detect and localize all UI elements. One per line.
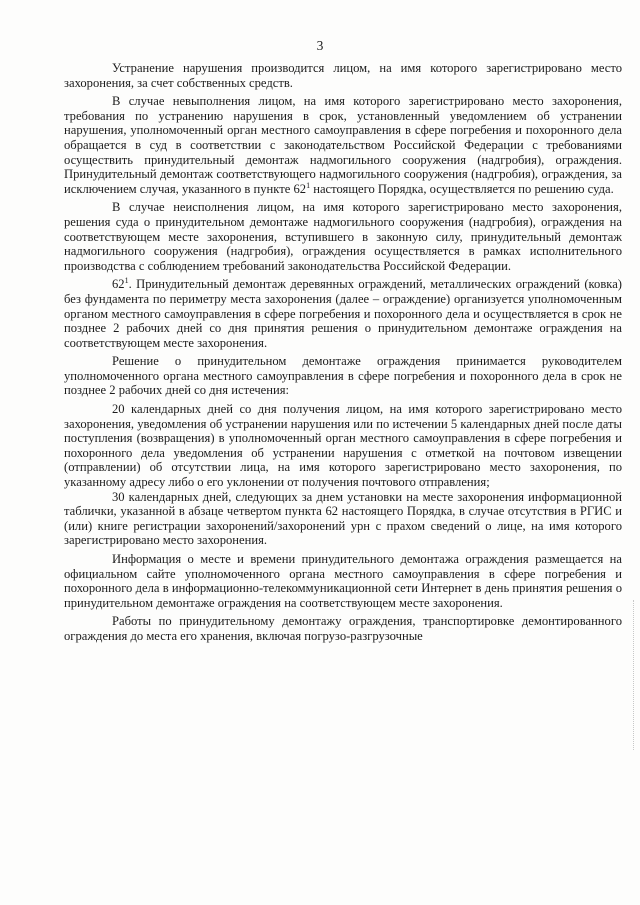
clause-number: 62	[112, 277, 125, 292]
paragraph-court-claim-tail: настоящего Порядка, осуществляется по решению суда.	[310, 181, 614, 196]
scan-edge-artifact	[632, 600, 634, 750]
page-number: 3	[316, 38, 324, 53]
document-body	[64, 61, 622, 644]
paragraph-20-days: 20 календарных дней со дня получения лицом, на имя которого зарегистрировано место захоронения, уведомления об устранении нарушения или по истечении 5 календарных дней после даты поступления (возвращения) в уполномоченный орган местного самоуправления в сфере погребения и похоронного дела уведомления об устранении нарушения с отметкой на почтовом извещении (отправлении) об отсутствии лица, на имя которого зарегистрировано место захоронения, по указанному адресу либо о его уклонении от получения почтового отправления;	[64, 402, 622, 490]
paragraph-forced-dismantling-text: . Принудительный демонтаж деревянных ограждений, металлических ограждений (ковка) без фундамента по периметру места захоронения (далее – ограждение) организуется уполномоченным органом местного самоуправления в сфере погребения и похоронного дела и осуществляется в срок не позднее 2 рабочих дней со дня принятия решения о принудительном демонтаже ограждения на соответствующем месте захоронения.	[64, 277, 622, 350]
paragraph-remedy-cost: Устранение нарушения производится лицом, на имя которого зарегистрировано место захоронения, за счет собственных средств.	[64, 61, 622, 90]
paragraph-forced-dismantling	[64, 277, 622, 350]
footnote-superscript: 1	[306, 180, 311, 190]
paragraph-court-claim	[64, 94, 622, 196]
paragraph-information-publication: Информация о месте и времени принудительного демонтажа ограждения размещается на официальном сайте уполномоченного органа местного самоуправления в сфере погребения и похоронного дела в информационно-телекоммуникационной сети Интернет в день принятия решения о принудительном демонтаже ограждения на соответствующем месте захоронения.	[64, 552, 622, 610]
paragraph-enforcement-proceedings: В случае неисполнения лицом, на имя которого зарегистрировано место захоронения, решения суда о принудительном демонтаже надмогильного сооружения (надгробия), ограждения на соответствующем месте захоронения, вступившего в законную силу, принудительный демонтаж надмогильного сооружения (надгробия), ограждения осуществляется в рамках исполнительного производства с соблюдением требований законодательства Российской Федерации.	[64, 200, 622, 273]
paragraph-works: Работы по принудительному демонтажу ограждения, транспортировке демонтированного ограждения до места его хранения, включая погрузо-разгрузочные	[64, 614, 622, 643]
paragraph-court-claim-text: В случае невыполнения лицом, на имя которого зарегистрировано место захоронения, требования по устранению нарушения в срок, установленный уведомлением об устранении нарушения, уполномоченный орган местного самоуправления в сфере погребения и похоронного дела обращается в суд в соответствии с законодательством Российской Федерации с требованиями осуществить принудительный демонтаж надмогильного сооружения (надгробия), ограждения. Принудительный демонтаж соответствующего надмогильного сооружения (надгробия), ограждения, за исключением случая, указанного в пункте 62	[64, 94, 622, 196]
paragraph-decision-deadline: Решение о принудительном демонтаже ограждения принимается руководителем уполномоченного органа местного самоуправления в сфере погребения и похоронного дела в срок не позднее 2 рабочих дней со дня истечения:	[64, 354, 622, 398]
clause-superscript: 1	[124, 276, 129, 286]
paragraph-30-days: 30 календарных дней, следующих за днем установки на месте захоронения информационной таблички, указанной в абзаце четвертом пункта 62 настоящего Порядка, в случае отсутствия в РГИС и (или) книге регистрации захоронений/захоронений урн с прахом сведений о лице, на имя которого зарегистрировано место захоронения.	[64, 489, 622, 548]
